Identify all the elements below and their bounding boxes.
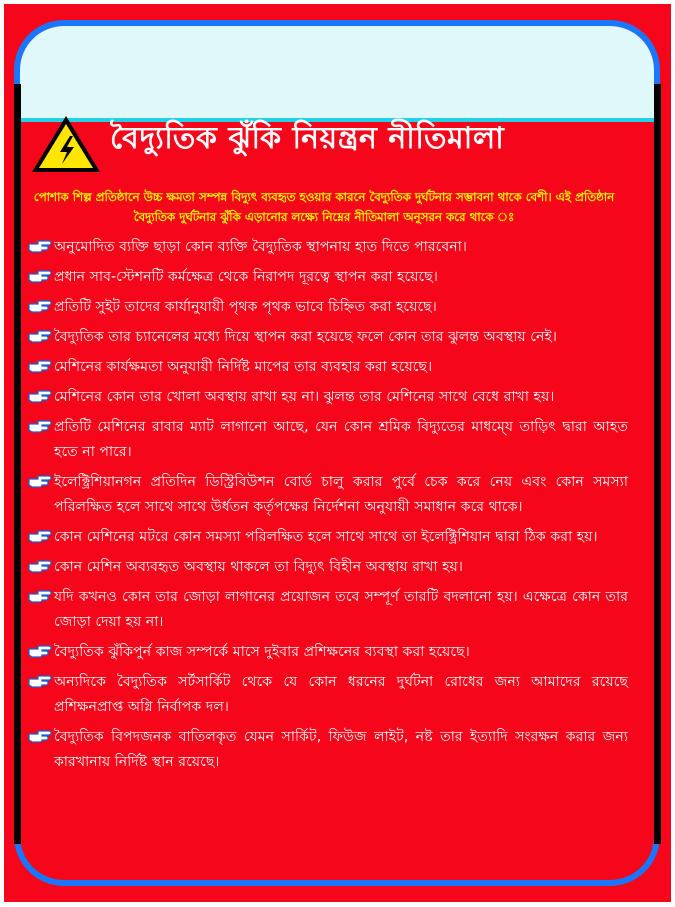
page-title: বৈদ্যুতিক ঝুঁকি নিয়ন্ত্রন নীতিমালা	[110, 121, 505, 156]
policy-item-text: মেশিনের কার্যক্ষমতা অনুযায়ী নির্দিষ্ট মাপের তার ব্যবহার করা হয়েছে।	[54, 359, 433, 375]
pointing-hand-icon	[28, 418, 52, 434]
policy-item-text: অনুমোদিত ব্যক্তি ছাড়া কোন ব্যক্তি বৈদ্যুতিক স্থাপনায় হাত দিতে পারবেনা।	[54, 239, 467, 255]
policy-item-text: বৈদ্যুতিক বিপদজনক বাতিলকৃত যেমন সার্কিট, ফিউজ লাইট, নষ্ট তার ইত্যাদি সংরক্ষন করার জন্য কারখানায় নির্দিষ্ট স্থান রয়েছে।	[54, 729, 628, 770]
pointing-hand-icon	[28, 728, 52, 744]
policy-item	[28, 585, 628, 635]
right-black-edge	[654, 84, 661, 844]
high-voltage-warning-icon	[30, 114, 102, 174]
pointing-hand-icon	[28, 358, 52, 374]
pointing-hand-icon	[28, 388, 52, 404]
policy-item-text: যদি কখনও কোন তার জোড়া লাগানের প্রয়োজন তবে সম্পূর্ণ তারটি বদলানো হয়। এক্ষেত্রে কোন তার জোড়া দেয়া হয় না।	[54, 589, 628, 630]
policy-item	[28, 355, 628, 380]
pointing-hand-icon	[28, 238, 52, 254]
left-black-edge	[14, 84, 21, 844]
policy-item	[28, 415, 628, 465]
pointing-hand-icon	[28, 268, 52, 284]
policy-item	[28, 725, 628, 775]
pointing-hand-icon	[28, 298, 52, 314]
policy-item	[28, 555, 628, 580]
title-row	[30, 108, 630, 178]
pointing-hand-icon	[28, 328, 52, 344]
policy-item	[28, 325, 628, 350]
policy-item	[28, 265, 628, 290]
pointing-hand-icon	[28, 643, 52, 659]
policy-item	[28, 640, 628, 665]
pointing-hand-icon	[28, 473, 52, 489]
policy-item-text: অন্যদিকে বৈদ্যুতিক সর্টসার্কিট থেকে যে কোন ধরনের দুর্ঘটনা রোধের জন্য আমাদের রয়েছে প্রশিক্ষনপ্রাপ্ত অগ্নি নির্বাপক দল।	[54, 674, 628, 715]
policy-item-text: কোন মেশিন অব্যবহৃত অবস্থায় থাকলে তা বিদ্যুৎ বিহীন অবস্থায় রাখা হয়।	[54, 559, 463, 575]
policy-item	[28, 525, 628, 550]
policy-item	[28, 670, 628, 720]
pointing-hand-icon	[28, 673, 52, 689]
policy-item-text: বৈদ্যুতিক ঝুঁকিপুর্ন কাজ সম্পর্কে মাসে দুইবার প্রশিক্ষনের ব্যবস্থা করা হয়েছে।	[54, 644, 470, 660]
policy-item-text: প্রধান সাব-স্টেশনটি কর্মক্ষেত্র থেকে নিরাপদ দূরত্বে স্থাপন করা হয়েছে।	[54, 269, 438, 285]
policy-item-text: কোন মেশিনের মটরে কোন সমস্যা পরিলক্ষিত হলে সাথে সাথে তা ইলেক্ট্রিশিয়ান দ্বারা ঠিক করা হয়।	[54, 529, 598, 545]
policy-item-text: বৈদ্যুতিক তার চ্যানেলের মধ্যে দিয়ে স্থাপন করা হয়েছে ফলে কোন তার ঝুলন্ত অবস্থায় নেই।	[54, 329, 557, 345]
policy-item	[28, 385, 628, 410]
policy-item	[28, 470, 628, 520]
policy-item-text: প্রতিটি সুইট তাদের কার্যানুযায়ী পৃথক পৃথক ভাবে চিহ্নিত করা হয়েছে।	[54, 299, 437, 315]
policy-item-text: মেশিনের কোন তার খোলা অবস্থায় রাখা হয় না। ঝুলন্ত তার মেশিনের সাথে বেধে রাখা হয়।	[54, 389, 555, 405]
intro-text: পোশাক শিল্প প্রতিষ্ঠানে উচ্চ ক্ষমতা সম্পন্ন বিদ্যুৎ ব্যবহৃত হওয়ার কারনে বৈদ্যুতিক দুর্ঘটনার সম্ভাবনা থাকে বেশী। এই প্রতিষ্ঠান বৈদ্যুতিক দুর্ঘটনার ঝুঁকি এড়ানোর লক্ষ্যে নিম্নের নীতিমালা অনুসরন করে থাকে ঃ	[33, 190, 615, 224]
policy-item	[28, 295, 628, 320]
policy-item-text: ইলেক্ট্রিশিয়ানগন প্রতিদিন ডিস্ট্রিবিউশন বোর্ড চালু করার পুর্বে চেক করে নেয় এবং কোন সমস্যা পরিলক্ষিত হলে সাথে সাথে উর্ধতন কর্তৃপক্ষের নির্দেশনা অনুযায়ী সমাধান করে থাকে।	[54, 474, 628, 515]
pointing-hand-icon	[28, 588, 52, 604]
policy-item-text: প্রতিটি মেশিনের রাবার ম্যাট লাগানো আছে, যেন কোন শ্রমিক বিদ্যুতের মাধমে্য তাড়িৎ দ্বারা আহত হতে না পারে।	[54, 419, 628, 460]
pointing-hand-icon	[28, 528, 52, 544]
policy-item	[28, 235, 628, 260]
policy-list	[28, 235, 628, 780]
pointing-hand-icon	[28, 558, 52, 574]
